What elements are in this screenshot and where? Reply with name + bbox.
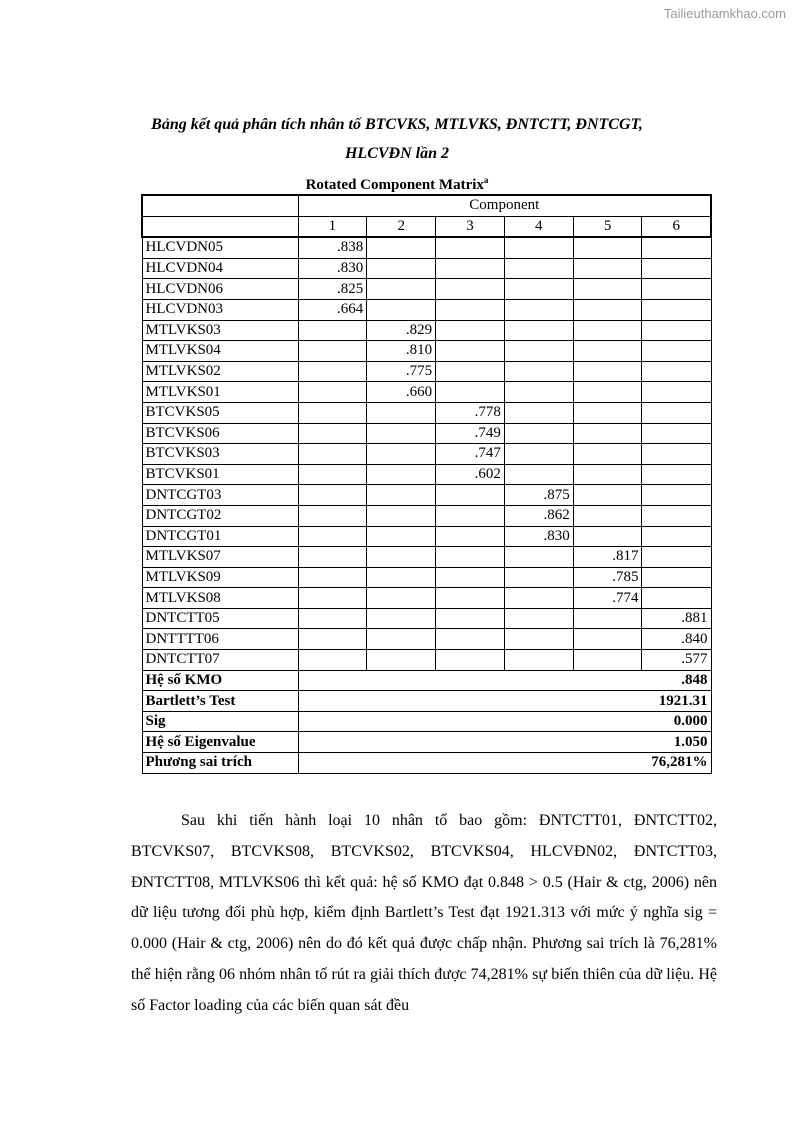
variable-name: BTCVKS01 xyxy=(142,464,298,485)
stat-row xyxy=(142,670,711,691)
table-row xyxy=(142,402,711,423)
loading-cell xyxy=(642,258,711,279)
loading-cell xyxy=(573,341,642,362)
stat-row xyxy=(142,753,711,774)
loading-cell xyxy=(573,485,642,506)
variable-name: MTLVKS04 xyxy=(142,341,298,362)
component-number: 3 xyxy=(436,216,505,237)
loading-cell: .660 xyxy=(367,382,436,403)
loading-cell xyxy=(367,505,436,526)
loading-cell xyxy=(367,402,436,423)
component-number-row xyxy=(142,216,711,237)
loading-cell xyxy=(642,464,711,485)
loading-cell xyxy=(573,279,642,300)
loading-cell xyxy=(573,258,642,279)
table-row xyxy=(142,237,711,258)
loading-cell xyxy=(642,567,711,588)
table-row xyxy=(142,547,711,568)
loading-cell xyxy=(642,237,711,258)
loading-cell xyxy=(298,464,367,485)
stat-label: Hệ số Eigenvalue xyxy=(142,732,298,753)
loading-cell: .747 xyxy=(436,444,505,465)
loading-cell xyxy=(298,320,367,341)
loading-cell xyxy=(367,258,436,279)
loading-cell xyxy=(504,608,573,629)
loading-cell: .775 xyxy=(367,361,436,382)
loading-cell xyxy=(436,547,505,568)
loading-cell xyxy=(298,588,367,609)
loading-cell: .862 xyxy=(504,505,573,526)
variable-name: MTLVKS01 xyxy=(142,382,298,403)
loading-cell xyxy=(436,279,505,300)
loading-cell xyxy=(367,464,436,485)
loading-cell xyxy=(642,505,711,526)
loading-cell xyxy=(504,464,573,485)
loading-cell xyxy=(573,650,642,671)
loading-cell: .810 xyxy=(367,341,436,362)
stat-value: 0.000 xyxy=(298,711,711,732)
loading-cell xyxy=(642,402,711,423)
table-row xyxy=(142,608,711,629)
table-title-footnote-mark: a xyxy=(483,175,489,185)
loading-cell xyxy=(367,547,436,568)
loading-cell: .881 xyxy=(642,608,711,629)
loading-cell xyxy=(504,258,573,279)
loading-cell xyxy=(642,444,711,465)
stat-label: Bartlett’s Test xyxy=(142,691,298,712)
table-row xyxy=(142,299,711,320)
loading-cell xyxy=(504,361,573,382)
loading-cell xyxy=(573,402,642,423)
loading-cell xyxy=(504,567,573,588)
loading-cell xyxy=(367,299,436,320)
table-row xyxy=(142,279,711,300)
loading-cell xyxy=(642,485,711,506)
loading-cell xyxy=(298,444,367,465)
loading-cell xyxy=(436,567,505,588)
loading-cell xyxy=(298,382,367,403)
component-header: Component xyxy=(298,195,711,216)
watermark: Tailieuthamkhao.com xyxy=(663,6,786,21)
loading-cell xyxy=(573,320,642,341)
corner-cell xyxy=(142,216,298,237)
loading-cell: .829 xyxy=(367,320,436,341)
loading-cell xyxy=(367,567,436,588)
loading-cell xyxy=(504,423,573,444)
variable-name: HLCVDN04 xyxy=(142,258,298,279)
loading-cell: .838 xyxy=(298,237,367,258)
loading-cell: .778 xyxy=(436,402,505,423)
loading-cell xyxy=(436,505,505,526)
loading-cell xyxy=(573,505,642,526)
stat-value: 1921.31 xyxy=(298,691,711,712)
table-row xyxy=(142,361,711,382)
loading-cell xyxy=(298,361,367,382)
loading-cell xyxy=(436,341,505,362)
loading-cell xyxy=(642,588,711,609)
variable-name: BTCVKS03 xyxy=(142,444,298,465)
table-row xyxy=(142,382,711,403)
variable-name: MTLVKS07 xyxy=(142,547,298,568)
loading-cell xyxy=(573,382,642,403)
table-row xyxy=(142,505,711,526)
loading-cell xyxy=(436,237,505,258)
stat-label: Phương sai trích xyxy=(142,753,298,774)
loading-cell xyxy=(436,629,505,650)
loading-cell xyxy=(504,588,573,609)
loading-cell xyxy=(367,608,436,629)
loading-cell xyxy=(436,650,505,671)
loading-cell xyxy=(298,650,367,671)
loading-cell xyxy=(298,547,367,568)
loading-cell xyxy=(367,526,436,547)
loading-cell xyxy=(436,485,505,506)
loading-cell xyxy=(504,629,573,650)
variable-name: DNTCGT02 xyxy=(142,505,298,526)
loading-cell xyxy=(436,299,505,320)
loading-cell xyxy=(504,402,573,423)
loading-cell xyxy=(436,588,505,609)
loading-cell: .817 xyxy=(573,547,642,568)
variable-name: HLCVDN06 xyxy=(142,279,298,300)
loading-cell xyxy=(642,279,711,300)
loading-cell: .875 xyxy=(504,485,573,506)
component-number: 5 xyxy=(573,216,642,237)
loading-cell xyxy=(573,629,642,650)
variable-name: HLCVDN05 xyxy=(142,237,298,258)
loading-cell: .774 xyxy=(573,588,642,609)
variable-name: BTCVKS05 xyxy=(142,402,298,423)
loading-cell xyxy=(298,505,367,526)
loading-cell xyxy=(573,608,642,629)
stat-label: Sig xyxy=(142,711,298,732)
loading-cell xyxy=(504,341,573,362)
component-number: 6 xyxy=(642,216,711,237)
table-row xyxy=(142,341,711,362)
stat-row xyxy=(142,711,711,732)
stat-label: Hệ số KMO xyxy=(142,670,298,691)
loading-cell xyxy=(573,444,642,465)
table-row xyxy=(142,258,711,279)
loading-cell xyxy=(436,361,505,382)
stat-row xyxy=(142,691,711,712)
header-row xyxy=(142,195,711,216)
stat-value: 76,281% xyxy=(298,753,711,774)
loading-cell xyxy=(504,547,573,568)
loading-cell xyxy=(504,444,573,465)
loading-cell: .602 xyxy=(436,464,505,485)
loading-cell xyxy=(436,382,505,403)
variable-name: DNTTTT06 xyxy=(142,629,298,650)
component-number: 2 xyxy=(367,216,436,237)
loading-cell: .749 xyxy=(436,423,505,444)
table-row xyxy=(142,423,711,444)
loading-cell: .825 xyxy=(298,279,367,300)
loading-cell xyxy=(298,423,367,444)
loading-cell xyxy=(642,299,711,320)
stat-value: 1.050 xyxy=(298,732,711,753)
loading-cell xyxy=(642,341,711,362)
loading-cell xyxy=(642,547,711,568)
body-paragraph: Sau khi tiến hành loại 10 nhân tố bao gồm: ĐNTCTT01, ĐNTCTT02, BTCVKS07, BTCVKS08, BTCVKS02, BTCVKS04, HLCVĐN02, ĐNTCTT03, ĐNTCTT08, MTLVKS06 thì kết quả: hệ số KMO đạt 0.848 > 0.5 (Hair & ctg, 2006) nên dữ liệu tương đối phù hợp, kiểm định Bartlett’s Test đạt 1921.313 với mức ý nghĩa sig = 0.000 (Hair & ctg, 2006) nên do đó kết quả được chấp nhận. Phương sai trích là 76,281% thể hiện rằng 06 nhóm nhân tố rút ra giải thích được 74,281% sự biến thiên của dữ liệu. Hệ số Factor loading của các biến quan sát đều xyxy=(131,812,717,1014)
corner-cell xyxy=(142,195,298,216)
loading-cell xyxy=(367,588,436,609)
loading-cell xyxy=(504,320,573,341)
loading-cell xyxy=(298,629,367,650)
variable-name: DNTCGT01 xyxy=(142,526,298,547)
loading-cell xyxy=(298,485,367,506)
table-row xyxy=(142,526,711,547)
table-title xyxy=(0,175,794,194)
loading-cell: .577 xyxy=(642,650,711,671)
loading-cell xyxy=(504,279,573,300)
stat-value: .848 xyxy=(298,670,711,691)
loading-cell xyxy=(367,423,436,444)
loading-cell: .830 xyxy=(504,526,573,547)
loading-cell xyxy=(573,423,642,444)
table-caption-line1: Bảng kết quả phân tích nhân tố BTCVKS, MTLVKS, ĐNTCTT, ĐNTCGT, xyxy=(151,116,643,133)
loading-cell xyxy=(367,237,436,258)
loading-cell xyxy=(436,526,505,547)
variable-name: BTCVKS06 xyxy=(142,423,298,444)
loading-cell xyxy=(504,382,573,403)
component-number: 4 xyxy=(504,216,573,237)
loading-cell xyxy=(298,526,367,547)
table-row xyxy=(142,650,711,671)
loading-cell xyxy=(436,258,505,279)
loading-cell xyxy=(504,650,573,671)
loading-cell xyxy=(642,423,711,444)
loading-cell xyxy=(504,237,573,258)
loading-cell xyxy=(298,341,367,362)
variable-name: MTLVKS08 xyxy=(142,588,298,609)
variable-name: MTLVKS09 xyxy=(142,567,298,588)
table-caption-line2: HLCVĐN lần 2 xyxy=(344,145,449,162)
rotated-component-matrix xyxy=(141,194,712,774)
loading-cell xyxy=(642,526,711,547)
loading-cell xyxy=(642,361,711,382)
variable-name: DNTCTT07 xyxy=(142,650,298,671)
loading-cell xyxy=(298,567,367,588)
table-row xyxy=(142,629,711,650)
loading-cell: .830 xyxy=(298,258,367,279)
table-row xyxy=(142,444,711,465)
loading-cell xyxy=(367,485,436,506)
loading-cell xyxy=(573,361,642,382)
table-row xyxy=(142,567,711,588)
loading-cell xyxy=(436,320,505,341)
loading-cell xyxy=(367,650,436,671)
table-row xyxy=(142,485,711,506)
loading-cell xyxy=(573,299,642,320)
component-number: 1 xyxy=(298,216,367,237)
loading-cell xyxy=(573,526,642,547)
stat-row xyxy=(142,732,711,753)
loading-cell xyxy=(367,279,436,300)
loading-cell xyxy=(504,299,573,320)
loading-cell xyxy=(436,608,505,629)
loading-cell: .840 xyxy=(642,629,711,650)
variable-name: MTLVKS02 xyxy=(142,361,298,382)
table-row xyxy=(142,464,711,485)
variable-name: DNTCGT03 xyxy=(142,485,298,506)
table-row xyxy=(142,588,711,609)
table-row xyxy=(142,320,711,341)
variable-name: MTLVKS03 xyxy=(142,320,298,341)
loading-cell xyxy=(642,320,711,341)
loading-cell xyxy=(367,444,436,465)
table-title-text: Rotated Component Matrix xyxy=(305,177,484,193)
loading-cell: .785 xyxy=(573,567,642,588)
variable-name: HLCVDN03 xyxy=(142,299,298,320)
variable-name: DNTCTT05 xyxy=(142,608,298,629)
loading-cell xyxy=(298,402,367,423)
loading-cell: .664 xyxy=(298,299,367,320)
loading-cell xyxy=(573,237,642,258)
loading-cell xyxy=(642,382,711,403)
loading-cell xyxy=(573,464,642,485)
loading-cell xyxy=(367,629,436,650)
loading-cell xyxy=(298,608,367,629)
